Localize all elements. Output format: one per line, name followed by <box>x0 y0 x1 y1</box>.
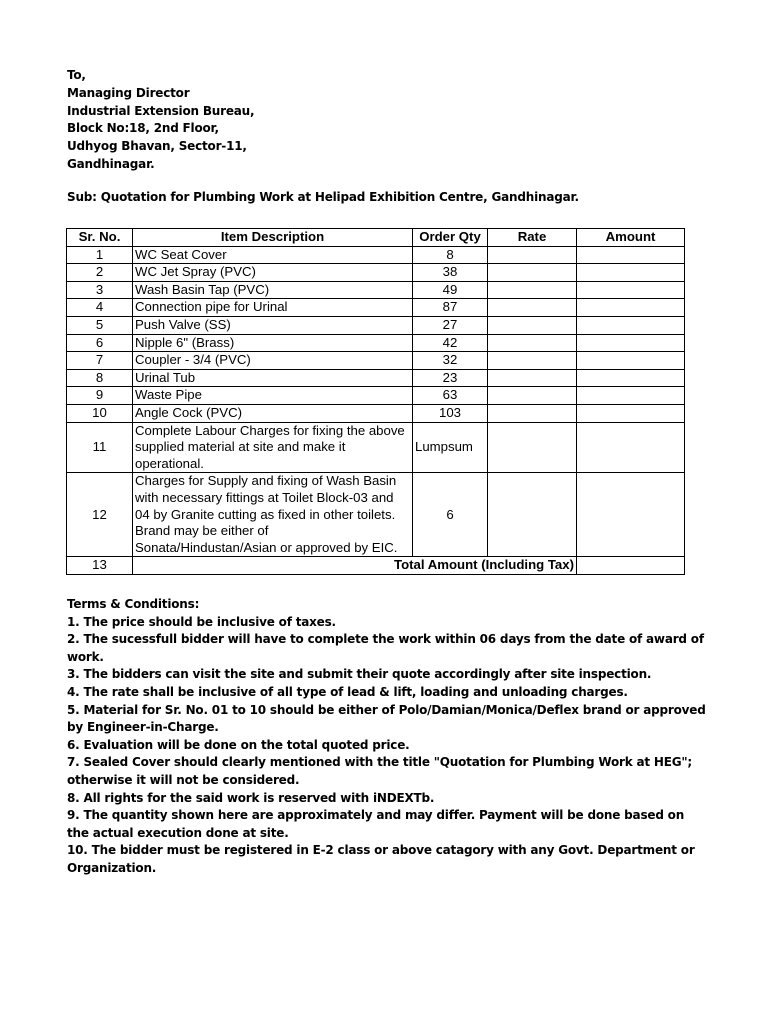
sr-cell: 7 <box>67 352 133 370</box>
qty-cell: 23 <box>413 369 488 387</box>
sr-cell: 5 <box>67 316 133 334</box>
amount-cell[interactable] <box>577 422 685 473</box>
terms-item: 2. The sucessfull bidder will have to complete the work within 06 days from the date of award of work. <box>67 632 704 664</box>
terms-item: 6. Evaluation will be done on the total quoted price. <box>67 737 410 752</box>
rate-cell[interactable] <box>488 352 577 370</box>
qty-cell: 38 <box>413 264 488 282</box>
address-line: Block No:18, 2nd Floor, <box>67 121 219 136</box>
amount-cell[interactable] <box>577 369 685 387</box>
qty-cell: 8 <box>413 246 488 264</box>
total-label: Total Amount (Including Tax) <box>133 557 577 575</box>
amount-cell[interactable] <box>577 246 685 264</box>
rate-cell[interactable] <box>488 473 577 557</box>
item-cell: Waste Pipe <box>133 387 413 405</box>
table-row <box>67 369 685 387</box>
amount-cell[interactable] <box>577 316 685 334</box>
rate-cell[interactable] <box>488 281 577 299</box>
total-amount-cell[interactable] <box>577 557 685 575</box>
rate-cell[interactable] <box>488 299 577 317</box>
amount-cell[interactable] <box>577 334 685 352</box>
header-item-description: Item Description <box>133 229 413 247</box>
rate-cell[interactable] <box>488 404 577 422</box>
item-cell: WC Seat Cover <box>133 246 413 264</box>
table-row <box>67 316 685 334</box>
rate-cell[interactable] <box>488 334 577 352</box>
amount-cell[interactable] <box>577 404 685 422</box>
sr-cell: 2 <box>67 264 133 282</box>
address-line: Industrial Extension Bureau, <box>67 103 255 118</box>
sr-cell: 1 <box>67 246 133 264</box>
terms-item: 4. The rate shall be inclusive of all type of lead & lift, loading and unloading charges. <box>67 684 628 699</box>
item-cell: WC Jet Spray (PVC) <box>133 264 413 282</box>
address-line: Udhyog Bhavan, Sector-11, <box>67 139 247 154</box>
sr-cell: 4 <box>67 299 133 317</box>
table-row <box>67 387 685 405</box>
table-row <box>67 299 685 317</box>
terms-item: 7. Sealed Cover should clearly mentioned with the title "Quotation for Plumbing Work at HEG"; otherwise it will not be considered. <box>67 755 693 787</box>
address-line: Gandhinagar. <box>67 156 155 171</box>
table-row <box>67 352 685 370</box>
table-row <box>67 334 685 352</box>
amount-cell[interactable] <box>577 387 685 405</box>
header-order-qty: Order Qty <box>413 229 488 247</box>
header-rate: Rate <box>488 229 577 247</box>
sr-cell: 10 <box>67 404 133 422</box>
recipient-address <box>67 67 254 174</box>
item-cell: Coupler - 3/4 (PVC) <box>133 352 413 370</box>
qty-cell: 42 <box>413 334 488 352</box>
qty-cell: 27 <box>413 316 488 334</box>
total-row <box>67 557 685 575</box>
amount-cell[interactable] <box>577 352 685 370</box>
header-sr-no: Sr. No. <box>67 229 133 247</box>
sr-cell: 9 <box>67 387 133 405</box>
terms-item: 10. The bidder must be registered in E-2 class or above catagory with any Govt. Department or Organization. <box>67 843 695 875</box>
sr-cell: 8 <box>67 369 133 387</box>
terms-and-conditions <box>67 596 707 878</box>
sr-cell: 6 <box>67 334 133 352</box>
terms-heading: Terms & Conditions: <box>67 597 200 611</box>
table-row <box>67 246 685 264</box>
qty-cell: 63 <box>413 387 488 405</box>
header-amount: Amount <box>577 229 685 247</box>
item-cell: Charges for Supply and fixing of Wash Basin with necessary fittings at Toilet Block-03 and 04 by Granite cutting as fixed in other toilets. Brand may be either of Sonata/Hindustan/Asian or approved by EIC. <box>133 473 413 557</box>
amount-cell[interactable] <box>577 281 685 299</box>
rate-cell[interactable] <box>488 264 577 282</box>
terms-item: 9. The quantity shown here are approximately and may differ. Payment will be done based on the actual execution done at site. <box>67 808 685 840</box>
sr-cell: 12 <box>67 473 133 557</box>
qty-cell: 87 <box>413 299 488 317</box>
item-cell: Connection pipe for Urinal <box>133 299 413 317</box>
table-row <box>67 264 685 282</box>
terms-item: 1. The price should be inclusive of taxes. <box>67 614 336 629</box>
table-row <box>67 281 685 299</box>
table-row <box>67 422 685 473</box>
item-cell: Nipple 6" (Brass) <box>133 334 413 352</box>
amount-cell[interactable] <box>577 299 685 317</box>
sr-cell: 13 <box>67 557 133 575</box>
qty-cell: 6 <box>413 473 488 557</box>
address-line: To, <box>67 68 86 82</box>
table-row <box>67 404 685 422</box>
qty-cell: 49 <box>413 281 488 299</box>
qty-cell: 103 <box>413 404 488 422</box>
item-cell: Wash Basin Tap (PVC) <box>133 281 413 299</box>
rate-cell[interactable] <box>488 246 577 264</box>
terms-item: 8. All rights for the said work is reserved with iNDEXTb. <box>67 790 435 805</box>
subject-line: Sub: Quotation for Plumbing Work at Helipad Exhibition Centre, Gandhinagar. <box>67 190 579 204</box>
quotation-table <box>66 228 685 575</box>
terms-item: 3. The bidders can visit the site and submit their quote accordingly after site inspection. <box>67 667 652 682</box>
rate-cell[interactable] <box>488 387 577 405</box>
address-line: Managing Director <box>67 85 190 100</box>
qty-cell: Lumpsum <box>413 422 488 473</box>
item-cell: Complete Labour Charges for fixing the above supplied material at site and make it operational. <box>133 422 413 473</box>
sr-cell: 3 <box>67 281 133 299</box>
amount-cell[interactable] <box>577 473 685 557</box>
table-header-row <box>67 229 685 247</box>
item-cell: Angle Cock (PVC) <box>133 404 413 422</box>
amount-cell[interactable] <box>577 264 685 282</box>
table-row <box>67 473 685 557</box>
item-cell: Urinal Tub <box>133 369 413 387</box>
sr-cell: 11 <box>67 422 133 473</box>
rate-cell[interactable] <box>488 369 577 387</box>
rate-cell[interactable] <box>488 316 577 334</box>
rate-cell[interactable] <box>488 422 577 473</box>
terms-item: 5. Material for Sr. No. 01 to 10 should be either of Polo/Damian/Monica/Deflex brand or approved by Engineer-in-Charge. <box>67 702 706 735</box>
qty-cell: 32 <box>413 352 488 370</box>
item-cell: Push Valve (SS) <box>133 316 413 334</box>
